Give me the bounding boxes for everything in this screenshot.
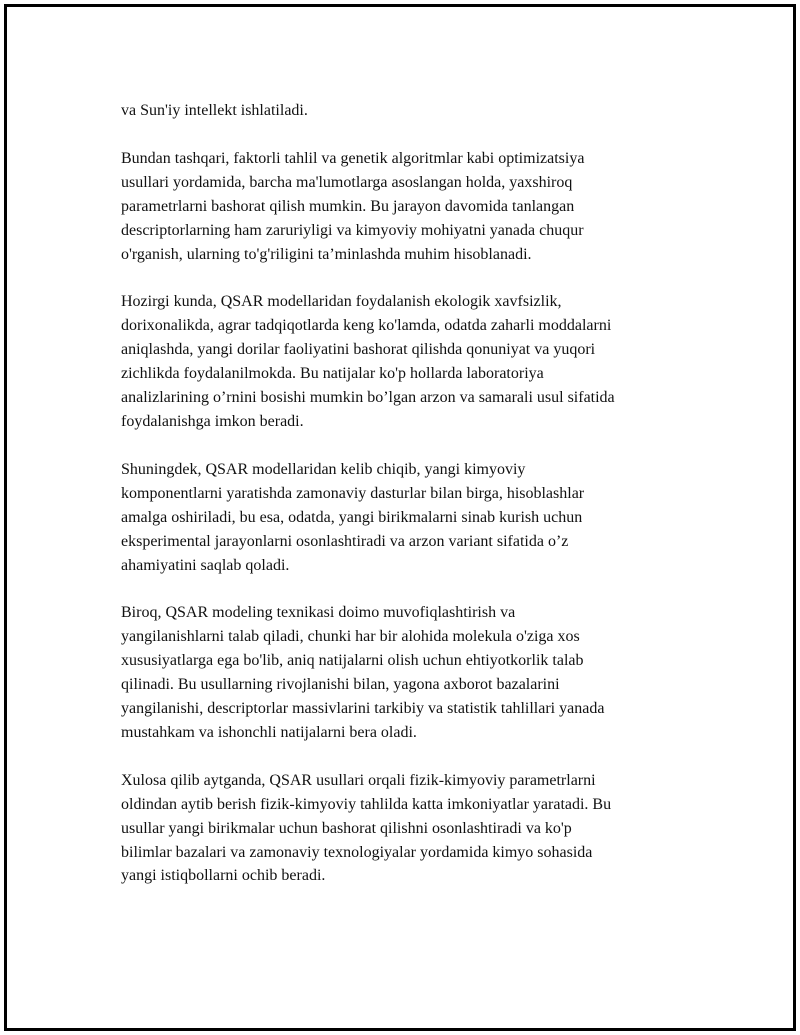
text-line: xususiyatlarga ega bo'lib, aniq natijalarni olish uchun ehtiyotkorlik talab bbox=[121, 652, 584, 670]
text-line: ahamiyatini saqlab qoladi. bbox=[121, 556, 290, 574]
text-line: Xulosa qilib aytganda, QSAR usullari orqali fizik-kimyoviy parametrlarni bbox=[121, 771, 596, 789]
text-line: Hozirgi kunda, QSAR modellaridan foydalanish ekologik xavfsizlik, bbox=[121, 293, 562, 311]
paragraph-4 bbox=[121, 458, 701, 578]
text-line: descriptorlarning ham zaruriyligi va kimyoviy mohiyatni yanada chuqur bbox=[121, 221, 584, 239]
text-line: mustahkam va ishonchli natijalarni bera oladi. bbox=[121, 723, 417, 741]
text-line: va Sun'iy intellekt ishlatiladi. bbox=[121, 102, 308, 119]
paragraph-5 bbox=[121, 601, 701, 744]
text-line: analizlarining o’rnini bosishi mumkin bo’lgan arzon va samarali usul sifatida bbox=[121, 389, 615, 407]
text-line: qilinadi. Bu usullarning rivojlanishi bilan, yagona axborot bazalarini bbox=[121, 676, 560, 694]
paragraph-1 bbox=[121, 99, 701, 123]
paragraph-6 bbox=[121, 769, 701, 889]
text-line: zichlikda foydalanilmokda. Bu natijalar ko'p hollarda laboratoriya bbox=[121, 365, 544, 383]
text-line: aniqlashda, yangi dorilar faoliyatini bashorat qilishda qonuniyat va yuqori bbox=[121, 341, 596, 359]
page-frame bbox=[4, 4, 796, 1031]
text-line: o'rganish, ularning to'g'riligini ta’minlashda muhim hisoblanadi. bbox=[121, 245, 532, 263]
text-line: foydalanishga imkon beradi. bbox=[121, 412, 304, 430]
text-line: yangi istiqbollarni ochib beradi. bbox=[121, 867, 326, 885]
text-line: Shuningdek, QSAR modellaridan kelib chiqib, yangi kimyoviy bbox=[121, 460, 526, 478]
document-body bbox=[121, 99, 701, 912]
text-line: komponentlarni yaratishda zamonaviy dasturlar bilan birga, hisoblashlar bbox=[121, 484, 585, 502]
text-line: oldindan aytib berish fizik-kimyoviy tahlilda katta imkoniyatlar yaratadi. Bu bbox=[121, 795, 612, 813]
text-line: Bundan tashqari, faktorli tahlil va genetik algoritmlar kabi optimizatsiya bbox=[121, 149, 585, 167]
text-line: amalga oshiriladi, bu esa, odatda, yangi birikmalarni sinab kurish uchun bbox=[121, 508, 583, 526]
text-line: bilimlar bazalari va zamonaviy texnologiyalar yordamida kimyo sohasida bbox=[121, 843, 593, 861]
text-line: Biroq, QSAR modeling texnikasi doimo muvofiqlashtirish va bbox=[121, 604, 516, 622]
text-line: usullar yangi birikmalar uchun bashorat qilishni osonlashtiradi va ko'p bbox=[121, 819, 572, 837]
paragraph-3 bbox=[121, 290, 701, 433]
text-line: yangilanishlarni talab qiladi, chunki har bir alohida molekula o'ziga xos bbox=[121, 628, 580, 646]
text-line: dorixonalikda, agrar tadqiqotlarda keng ko'lamda, odatda zaharli moddalarni bbox=[121, 317, 612, 335]
text-line: yangilanishi, descriptorlar massivlarini tarkibiy va statistik tahlillari yanada bbox=[121, 700, 605, 718]
paragraph-2 bbox=[121, 147, 701, 267]
text-line: eksperimental jarayonlarni osonlashtiradi va arzon variant sifatida o’z bbox=[121, 532, 569, 550]
text-line: usullari yordamida, barcha ma'lumotlarga asoslangan holda, yaxshiroq bbox=[121, 173, 573, 191]
text-line: parametrlarni bashorat qilish mumkin. Bu jarayon davomida tanlangan bbox=[121, 197, 575, 215]
